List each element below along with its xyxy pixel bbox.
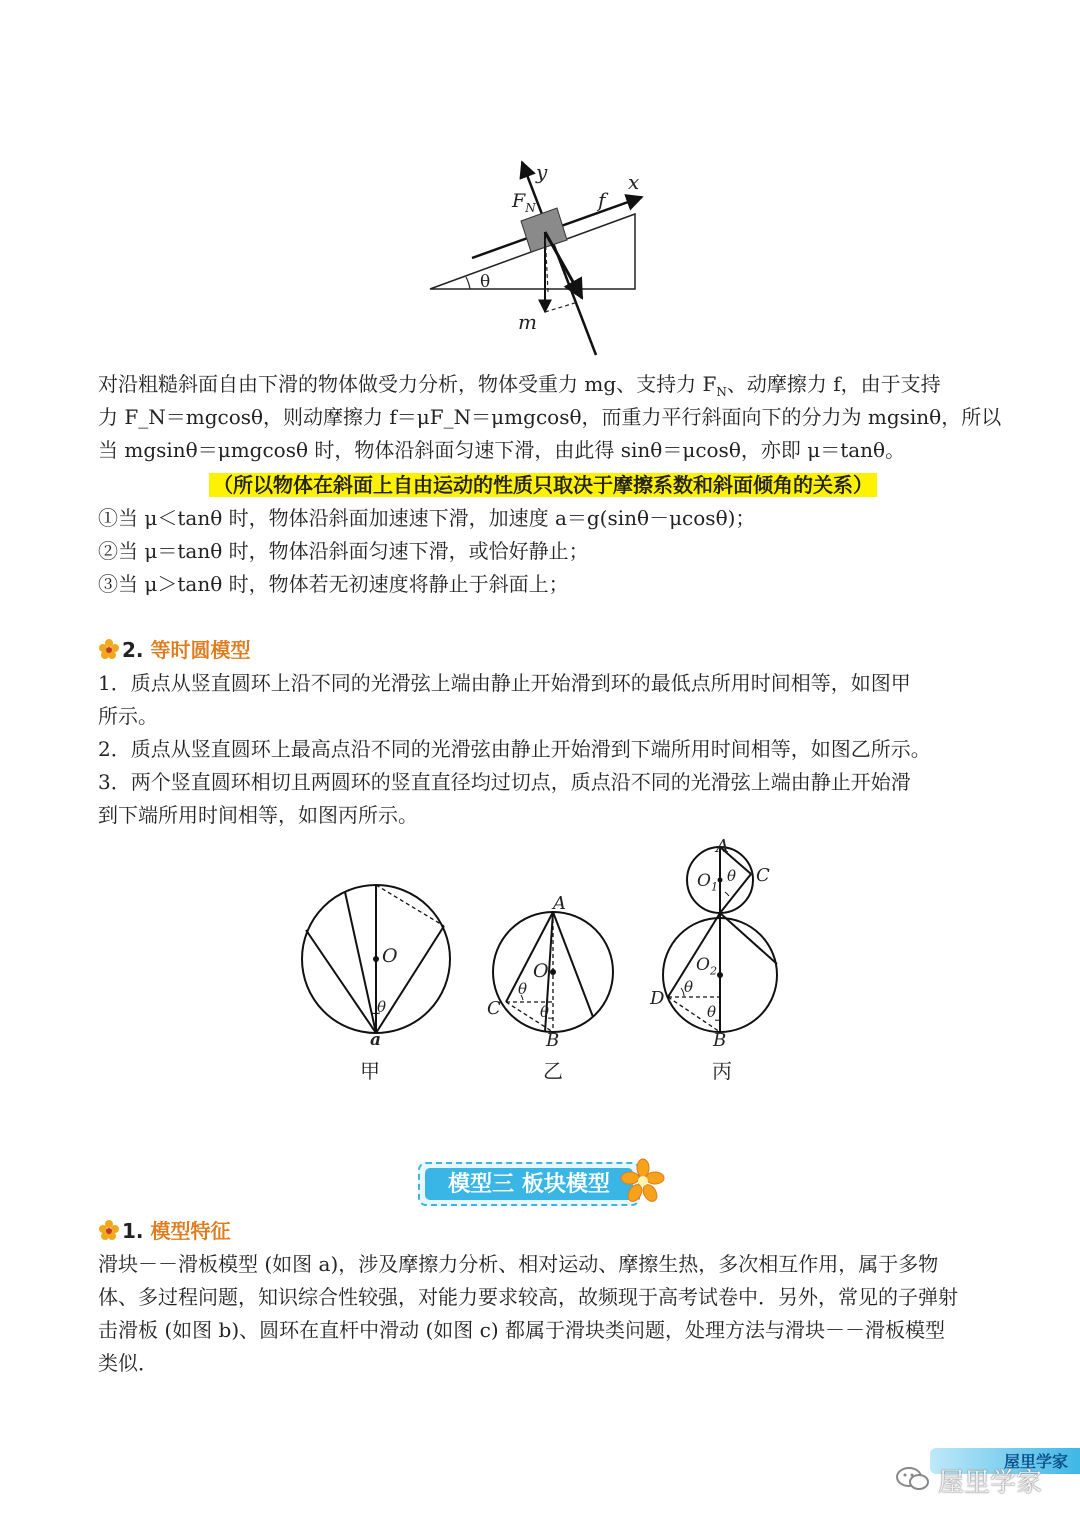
bing-theta1-label: θ [684,978,694,996]
section2-num: 2. [122,638,144,662]
fig1-theta-label: θ [480,272,491,292]
para1-line1-text: 对沿粗糙斜面自由下滑的物体做受力分析，物体受重力 mg、支持力 F [98,372,717,396]
section2-item-3: 3．两个竖直圆环相切且两圆环的竖直直径均过切点，质点沿不同的光滑弦上端由静止开始滑 [98,770,911,794]
case-1: ①当 μ＜tanθ 时，物体沿斜面加速速下滑，加速度 a＝g(sinθ－μcosθ)； [98,506,756,530]
fig1-x-label: x [628,170,640,194]
para1-line1-sub: N [716,385,727,399]
model3-banner [418,1162,640,1206]
bing-A-label: A [716,836,729,857]
jia-caption: 甲 [360,1059,380,1083]
bing-D-label: D [650,988,665,1009]
fn-base: F [512,190,526,212]
jia-theta-label: θ [377,998,387,1016]
case-2: ②当 μ＝tanθ 时，物体沿斜面匀速下滑，或恰好静止； [98,539,589,563]
section3-line-3: 击滑板 (如图 b)、圆环在直杆中滑动 (如图 c) 都属于滑块类问题，处理方法与滑块－－滑板模型 [98,1318,946,1342]
yi-B-label: B [546,1030,560,1051]
case-3: ③当 μ＞tanθ 时，物体若无初速度将静止于斜面上； [98,572,569,596]
bing-O1-sub: 1 [710,880,718,894]
bing-B-label: B [713,1030,727,1051]
model3-banner-text: 模型三 板块模型 [425,1168,633,1200]
section2-heading [98,635,250,665]
fig1-f-label: f [598,188,606,212]
para1-line2: 力 F_N＝mgcosθ，则动摩擦力 f＝μF_N＝μmgcosθ，而重力平行斜面向下的分力为 mgsinθ，所以 [98,405,1002,429]
yi-A-label: A [553,893,566,914]
bing-O1-base: O [697,871,711,891]
bing-theta2-label: θ [707,1003,717,1021]
jia-O-label: O [382,945,398,967]
yi-caption: 乙 [543,1059,563,1083]
section3-line-4: 类似． [98,1351,158,1375]
fig1-fn-label [512,190,536,215]
watermark-text: 屋里学家 [938,1468,1043,1498]
para1-line3: 当 mgsinθ＝μmgcosθ 时，物体沿斜面匀速下滑，由此得 sinθ＝μcosθ，亦即 μ＝tanθ。 [98,438,906,462]
section3-line-2: 体、多过程问题，知识综合性较强，对能力要求较高，故频现于高考试卷中．另外，常见的子弹射 [98,1285,958,1309]
section2-title: 等时圆模型 [150,638,251,662]
bing-theta-top-label: θ [727,867,737,885]
section2-item-3-cont: 到下端所用时间相等，如图丙所示。 [98,803,418,827]
section3-title: 模型特征 [150,1219,231,1243]
bing-O2-base: O [696,955,710,975]
bing-C-label: C [756,865,770,886]
section3-line-1: 滑块－－滑板模型 (如图 a)，涉及摩擦力分析、相对运动、摩擦生热，多次相互作用，属于多物 [98,1252,939,1276]
para1-line1-end: 、动摩擦力 f，由于支持 [726,372,941,396]
flower-icon [98,1219,120,1241]
corner-tab-label: 屋里学家 [1003,1452,1068,1471]
fn-sub: N [525,200,536,215]
section2-item-1: 1．质点从竖直圆环上沿不同的光滑弦上端由静止开始滑到环的最低点所用时间相等，如图甲 [98,671,911,695]
bing-O1-label [697,871,718,893]
flower-icon [98,638,120,660]
section3-num: 1. [122,1219,144,1243]
fig1-y-label: y [536,160,548,184]
section3-heading [98,1216,230,1246]
flower-icon [620,1158,666,1204]
yi-theta1-label: θ [518,980,528,998]
bing-caption: 丙 [712,1059,732,1083]
bing-O2-sub: 2 [709,964,717,978]
section2-item-1-cont: 所示。 [98,704,158,728]
yi-O-label: O [533,960,549,982]
jia-a-label: a [370,1030,382,1050]
bing-O2-label [696,955,717,977]
fig1-m-label: m [518,310,537,334]
highlight-line [98,469,988,502]
section2-item-2: 2．质点从竖直圆环上最高点沿不同的光滑弦由静止开始滑到下端所用时间相等，如图乙所示。 [98,737,931,761]
wechat-icon [896,1466,930,1492]
yi-C-label: C [487,998,501,1019]
yi-theta2-label: θ [540,1003,550,1021]
highlight-text: （所以物体在斜面上自由运动的性质只取决于摩擦系数和斜面倾角的关系） [209,473,877,497]
